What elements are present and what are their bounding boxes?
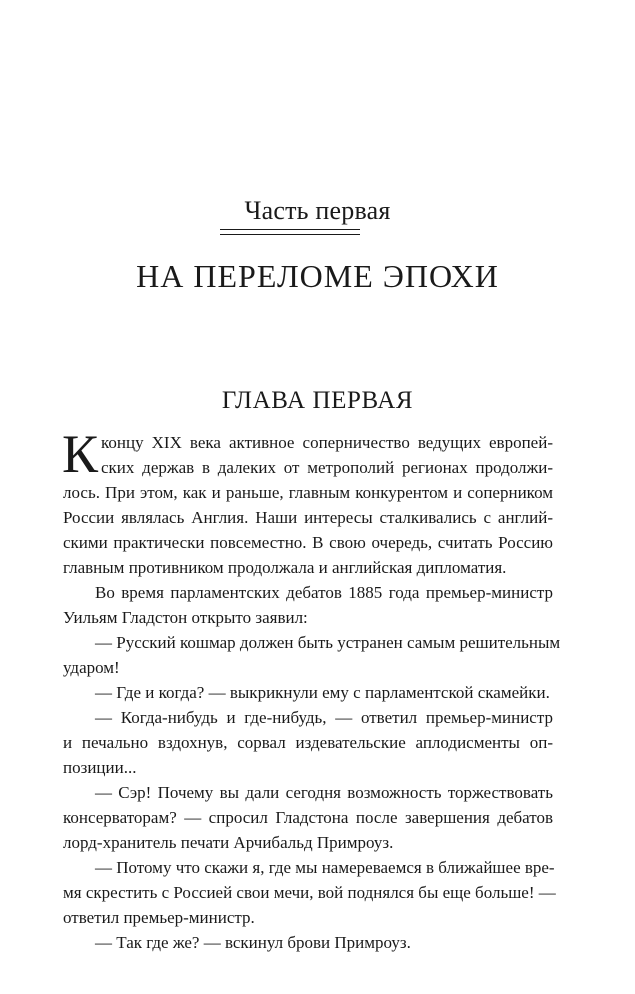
text-line: лось. При этом, как и раньше, главным конкурентом и соперником (63, 483, 553, 502)
chapter-title: ГЛАВА ПЕРВАЯ (221, 387, 414, 414)
text-line: Во время парламентских дебатов 1885 года премьер-министр (95, 583, 553, 602)
text-line: Уильям Гладстон открыто заявил: (63, 608, 308, 627)
text-line: ударом! (63, 658, 120, 677)
book-title: НА ПЕРЕЛОМЕ ЭПОХИ (136, 258, 499, 294)
text-line: ответил премьер-министр. (63, 908, 255, 927)
text-line: лорд-хранитель печати Арчибальд Примроуз. (63, 833, 394, 852)
text-line: скими практически повсеместно. В свою очередь, считать Россию (63, 533, 553, 552)
text-line: России являлась Англия. Наши интересы сталкивались с англий- (63, 508, 553, 527)
text-line: — Русский кошмар должен быть устранен самым решительным (95, 633, 561, 652)
part-title: Часть первая (244, 196, 391, 225)
text-line: концу XIX века активное соперничество ведущих европей- (101, 433, 553, 452)
text-line: мя скрестить с Россией свои мечи, вой поднялся бы еще больше! — (63, 883, 556, 902)
text-line: позиции... (63, 758, 137, 777)
text-line: ских держав в далеких от метрополий регионах продолжи- (101, 458, 553, 477)
text-line: и печально вздохнув, сорвал издевательские аплодисменты оп- (63, 733, 553, 752)
drop-cap-letter: К (62, 424, 99, 484)
text-line: — Когда-нибудь и где-нибудь, — ответил премьер-министр (95, 708, 553, 727)
opening-paragraph-dropcap-block (62, 424, 553, 484)
chapter-body (62, 424, 561, 955)
text-line: главным противником продолжала и английская дипломатия. (63, 558, 507, 577)
text-line: — Потому что скажи я, где мы намереваемся в ближайшее вре- (95, 858, 555, 877)
part-title-double-rule (220, 229, 360, 235)
text-line: консерваторам? — спросил Гладстона после завершения дебатов (63, 808, 553, 827)
text-line: — Так где же? — вскинул брови Примроуз. (95, 933, 411, 952)
text-line: — Где и когда? — выкрикнули ему с парламентской скамейки. (95, 683, 550, 702)
text-line: — Сэр! Почему вы дали сегодня возможность торжествовать (95, 783, 553, 802)
